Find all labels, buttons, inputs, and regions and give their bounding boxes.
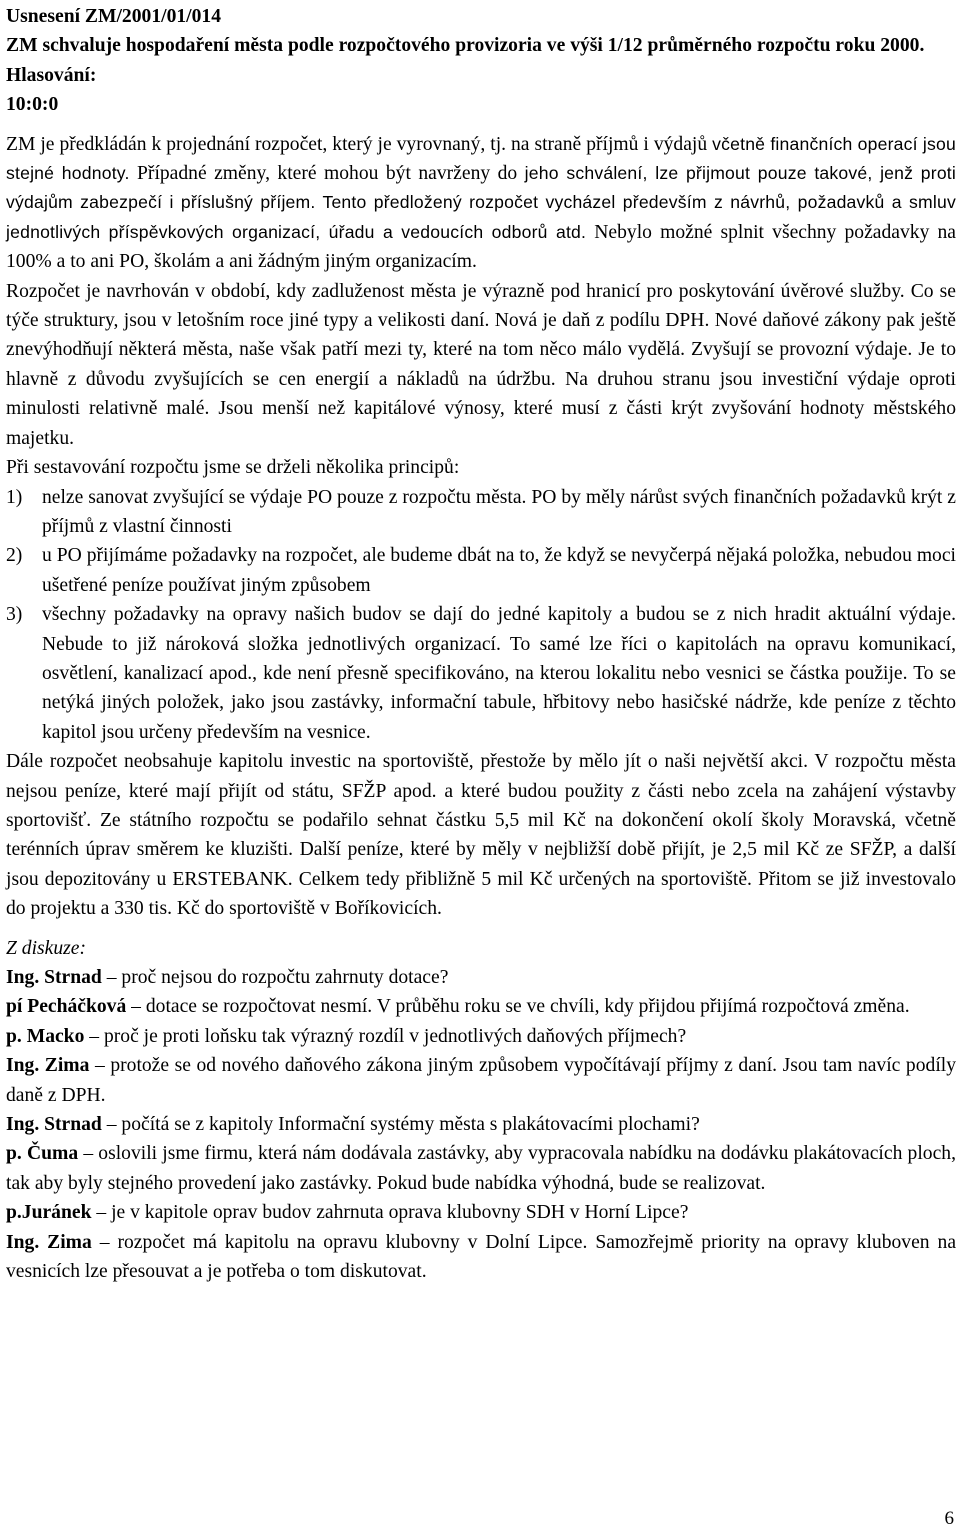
list-text: u PO přijímáme požadavky na rozpočet, ale budeme dbát na to, že když se nevyčerpá nějaká položka, nebudou moci ušetřené peníze používat jiným způsobem <box>42 545 956 596</box>
discussion-list <box>6 963 956 1286</box>
list-text: nelze sanovat zvyšující se výdaje PO pouze z rozpočtu města. PO by měly nárůst svých finančních požadavků krýt z příjmů z vlastní činnosti <box>42 486 956 537</box>
entry-text: počítá se z kapitoly Informační systémy města s plakátovacími plochami? <box>121 1114 700 1136</box>
entry-text: protože se od nového daňového zákona jiným způsobem vypočítávají příjmy z daní. Jsou tam navíc podíly daně z DPH. <box>6 1055 957 1106</box>
list-item <box>6 600 956 747</box>
entry-dash: – <box>91 1231 118 1253</box>
vote-label: Hlasování: <box>6 64 97 86</box>
resolution-id: Usnesení ZM/2001/01/014 <box>6 6 221 27</box>
speaker-name: pí Pecháčková <box>6 996 127 1018</box>
page-number: 6 <box>944 1508 954 1529</box>
speaker-name: p.Juránek <box>6 1202 92 1224</box>
discussion-entry <box>6 1110 956 1139</box>
discussion-entry <box>6 1022 956 1051</box>
entry-dash: – <box>78 1143 99 1165</box>
sports-paragraph: Dále rozpočet neobsahuje kapitolu investic na sportoviště, přestože by mělo jít o naši největší akci. V rozpočtu města nejsou peníze, které mají přijít od státu, SFŽP apod. a které budou použity z části nebo zcela na zahájení výstavby sportovišť. Ze státního rozpočtu se podařilo sehnat částku 5,5 mil Kč na dokončení okolí školy Moravská, včetně terénních úprav směrem ke kluzišti. Další peníze, které by měly v nejbližší době přijít, je 2,5 mil Kč ze SFŽP, a další jsou depozitovány u ERSTEBANK. Celkem tedy přibližně 5 mil Kč určených na sportoviště. Přitom se již investovalo do projektu a 330 tis. Kč do sportoviště v Boříkovicích. <box>6 751 956 920</box>
list-number: 1) <box>6 486 23 508</box>
intro-text-sans: včetně finančních operací jsou stejné hodnoty. <box>6 133 956 184</box>
document-page <box>6 2 956 1286</box>
discussion-entry <box>6 1139 956 1198</box>
entry-text: proč je proti loňsku tak výrazný rozdíl v jednotlivých daňových příjmech? <box>103 1025 687 1047</box>
discussion-entry <box>6 1198 956 1227</box>
speaker-name: Ing. Zima <box>6 1055 90 1077</box>
speaker-name: p. Čuma <box>6 1143 79 1165</box>
list-number: 3) <box>6 604 23 626</box>
list-text: všechny požadavky na opravy našich budov se dají do jedné kapitoly a budou se z nich hradit aktuální výdaje. Nebude to již nároková složka jednotlivých organizací. To samé lze říci o kapitolách na opravu komunikací, osvětlení, kanalizací apod., kde není přesně specifikováno, na kterou lokalitu nebo vesnici se částka použije. To se netýká jiných položek, jako jsou zastávky, informační tabule, hřbitovy nebo hasičské nádrže, kde peníze z těchto kapitol jsou určeny především na vesnice. <box>42 604 956 743</box>
vote-result: 10:0:0 <box>6 94 59 116</box>
speaker-name: Ing. Strnad <box>6 1114 102 1136</box>
entry-text: rozpočet má kapitolu na opravu klubovny v Dolní Lipce. Samozřejmě priority na opravy kluboven na vesnicích lze přesouvat a je potřeba o tom diskutovat. <box>6 1231 957 1283</box>
entry-text: oslovili jsme firmu, která nám dodávala zastávky, aby vypracovala nabídku na dodávku plakátovacích ploch, tak aby byly stejného provedení jako zastávky. Pokud bude nabídka výhodná, bude se realizovat. <box>6 1143 956 1194</box>
intro-text-serif-2: Případné změny, které mohou být navrženy do <box>129 163 518 185</box>
resolution-text: ZM schvaluje hospodaření města podle rozpočtového provizoria ve výši 1/12 průměrného rozpočtu roku 2000. <box>6 35 925 57</box>
entry-dash: – <box>91 1202 112 1224</box>
entry-dash: – <box>101 967 122 988</box>
entry-text: proč nejsou do rozpočtu zahrnuty dotace? <box>121 967 449 988</box>
intro-paragraph-2: Rozpočet je navrhován v období, kdy zadluženost města je výrazně pod hranicí pro poskytování úvěrové služby. Co se týče struktury, jsou v letošním roce jiné typy a velikosti daní. Nová je daň z podílu DPH. Nové daňové zákony pak ještě znevýhodňují některá města, naše však patří mezi ty, které na tom něco málo vydělá. Zvyšují se provozní výdaje. Je to hlavně z důvodu zvyšujících se cen energií a nákladů na údržbu. Na druhou stranu jsou investiční výdaje oproti minulosti relativně malé. Jsou menší než kapitálové výnosy, které musí z části krýt zvyšování hodnoty městského majetku. <box>6 280 956 449</box>
intro-text-sans-2: jeho schválení, lze přijmout pouze takové, jenž proti výdajům zabezpečí i příslušný příjem. Tento předložený rozpočet vycházel především z návrhů, požadavků a smluv jednotlivých příspěvkových organizací, úřadu a vedoucích odborů atd. <box>6 163 957 242</box>
discussion-entry <box>6 992 956 1021</box>
entry-dash: – <box>126 996 146 1018</box>
discussion-entry <box>6 1051 956 1110</box>
intro-paragraph-1 <box>6 130 956 277</box>
discussion-entry <box>6 1228 956 1287</box>
speaker-name: Ing. Zima <box>6 1231 92 1253</box>
list-item <box>6 483 956 542</box>
entry-text: dotace se rozpočtovat nesmí. V průběhu roku se ve chvíli, kdy přijdou přijímá rozpočtová změna. <box>145 996 910 1018</box>
entry-dash: – <box>101 1114 122 1136</box>
entry-text: je v kapitole oprav budov zahrnuta oprava klubovny SDH v Horní Lipce? <box>111 1202 689 1224</box>
speaker-name: Ing. Strnad <box>6 967 102 988</box>
spacer <box>6 120 956 130</box>
entry-dash: – <box>89 1055 111 1077</box>
list-number: 2) <box>6 545 23 567</box>
discussion-entry <box>6 963 956 992</box>
principles-intro: Při sestavování rozpočtu jsme se drželi několika principů: <box>6 457 460 479</box>
speaker-name: p. Macko <box>6 1025 85 1047</box>
principles-list <box>6 483 956 748</box>
intro-text-serif: ZM je předkládán k projednání rozpočet, který je vyrovnaný, tj. na straně příjmů i výdajů <box>6 133 708 155</box>
list-item <box>6 541 956 600</box>
discussion-heading: Z diskuze: <box>6 937 87 959</box>
intro-text-serif-3: Nebylo možné splnit všechny požadavky na 100% a to ani PO, školám a ani žádným jiným organizacím. <box>6 221 957 273</box>
entry-dash: – <box>84 1025 104 1047</box>
